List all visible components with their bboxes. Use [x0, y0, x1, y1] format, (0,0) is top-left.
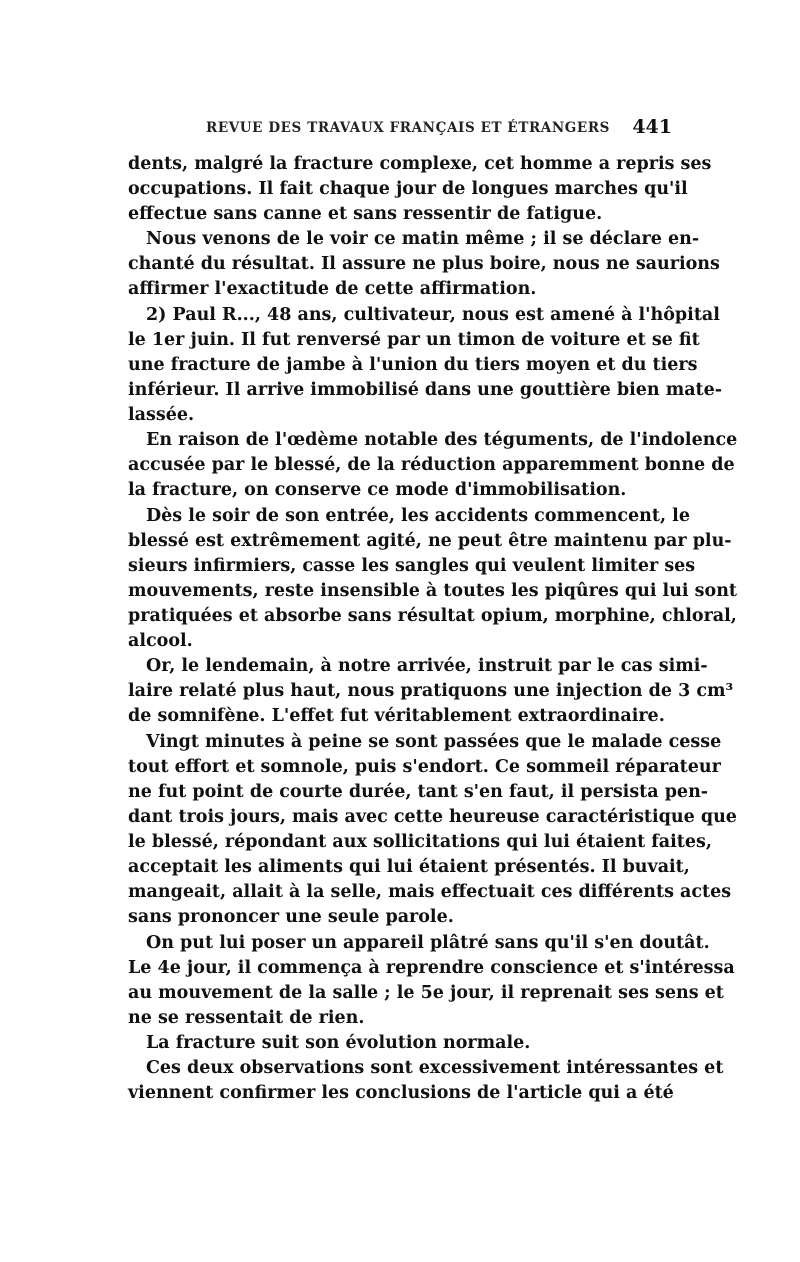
text-line: laire relaté plus haut, nous pratiquons une injection de 3 cm³ — [128, 681, 734, 701]
text-line: alcool. — [128, 631, 193, 651]
text-line: accusée par le blessé, de la réduction apparemment bonne de — [128, 455, 735, 475]
text-line: blessé est extrêmement agité, ne peut être maintenu par plu- — [128, 531, 732, 551]
text-line: mouvements, reste insensible à toutes les piqûres qui lui sont — [128, 581, 738, 601]
text-line: tout effort et somnole, puis s'endort. Ce sommeil réparateur — [128, 757, 721, 777]
text-line: Le 4e jour, il commença à reprendre conscience et s'intéressa — [128, 958, 735, 978]
running-header — [200, 116, 672, 140]
text-line: Vingt minutes à peine se sont passées que le malade cesse — [146, 732, 722, 752]
text-line: la fracture, on conserve ce mode d'immobilisation. — [128, 480, 627, 500]
text-line: dant trois jours, mais avec cette heureuse caractéristique que — [128, 807, 737, 827]
text-line: sans prononcer une seule parole. — [128, 907, 454, 927]
text-line: Or, le lendemain, à notre arrivée, instruit par le cas simi- — [146, 656, 708, 676]
text-line: le blessé, répondant aux sollicitations qui lui étaient faites, — [128, 832, 712, 852]
text-line: affirmer l'exactitude de cette affirmation. — [128, 279, 537, 299]
text-line: une fracture de jambe à l'union du tiers moyen et du tiers — [128, 355, 698, 375]
text-line: pratiquées et absorbe sans résultat opium, morphine, chloral, — [128, 606, 737, 626]
text-line: de somnifène. L'effet fut véritablement extraordinaire. — [128, 706, 665, 726]
text-line: La fracture suit son évolution normale. — [146, 1033, 531, 1053]
text-line: Ces deux observations sont excessivement intéressantes et — [146, 1058, 724, 1078]
text-line: acceptait les aliments qui lui étaient présentés. Il buvait, — [128, 857, 690, 877]
header-title: REVUE DES TRAVAUX FRANÇAIS ET ÉTRANGERS — [206, 120, 610, 136]
text-line: inférieur. Il arrive immobilisé dans une gouttière bien mate- — [128, 380, 723, 400]
text-line: au mouvement de la salle ; le 5e jour, il reprenait ses sens et — [128, 983, 724, 1003]
text-line: occupations. Il fait chaque jour de longues marches qu'il — [128, 179, 688, 199]
page-number: 441 — [632, 116, 672, 138]
text-line: Nous venons de le voir ce matin même ; il se déclare en- — [146, 229, 700, 249]
text-line: effectue sans canne et sans ressentir de fatigue. — [128, 204, 603, 224]
text-line: 2) Paul R..., 48 ans, cultivateur, nous est amené à l'hôpital — [146, 305, 720, 325]
text-line: chanté du résultat. Il assure ne plus boire, nous ne saurions — [128, 254, 720, 274]
text-line: En raison de l'œdème notable des téguments, de l'indolence — [146, 430, 738, 450]
text-line: mangeait, allait à la selle, mais effectuait ces différents actes — [128, 882, 732, 902]
text-line: Dès le soir de son entrée, les accidents commencent, le — [146, 506, 690, 526]
text-line: viennent confirmer les conclusions de l'article qui a été — [128, 1083, 674, 1103]
text-line: On put lui poser un appareil plâtré sans qu'il s'en doutât. — [146, 933, 710, 953]
text-line: lassée. — [128, 405, 195, 425]
text-line: ne fut point de courte durée, tant s'en faut, il persista pen- — [128, 782, 709, 802]
text-line: ne se ressentait de rien. — [128, 1008, 365, 1028]
text-line: le 1er juin. Il fut renversé par un timon de voiture et se fit — [128, 330, 700, 350]
text-line: dents, malgré la fracture complexe, cet homme a repris ses — [128, 154, 712, 174]
text-line: sieurs infirmiers, casse les sangles qui veulent limiter ses — [128, 556, 696, 576]
